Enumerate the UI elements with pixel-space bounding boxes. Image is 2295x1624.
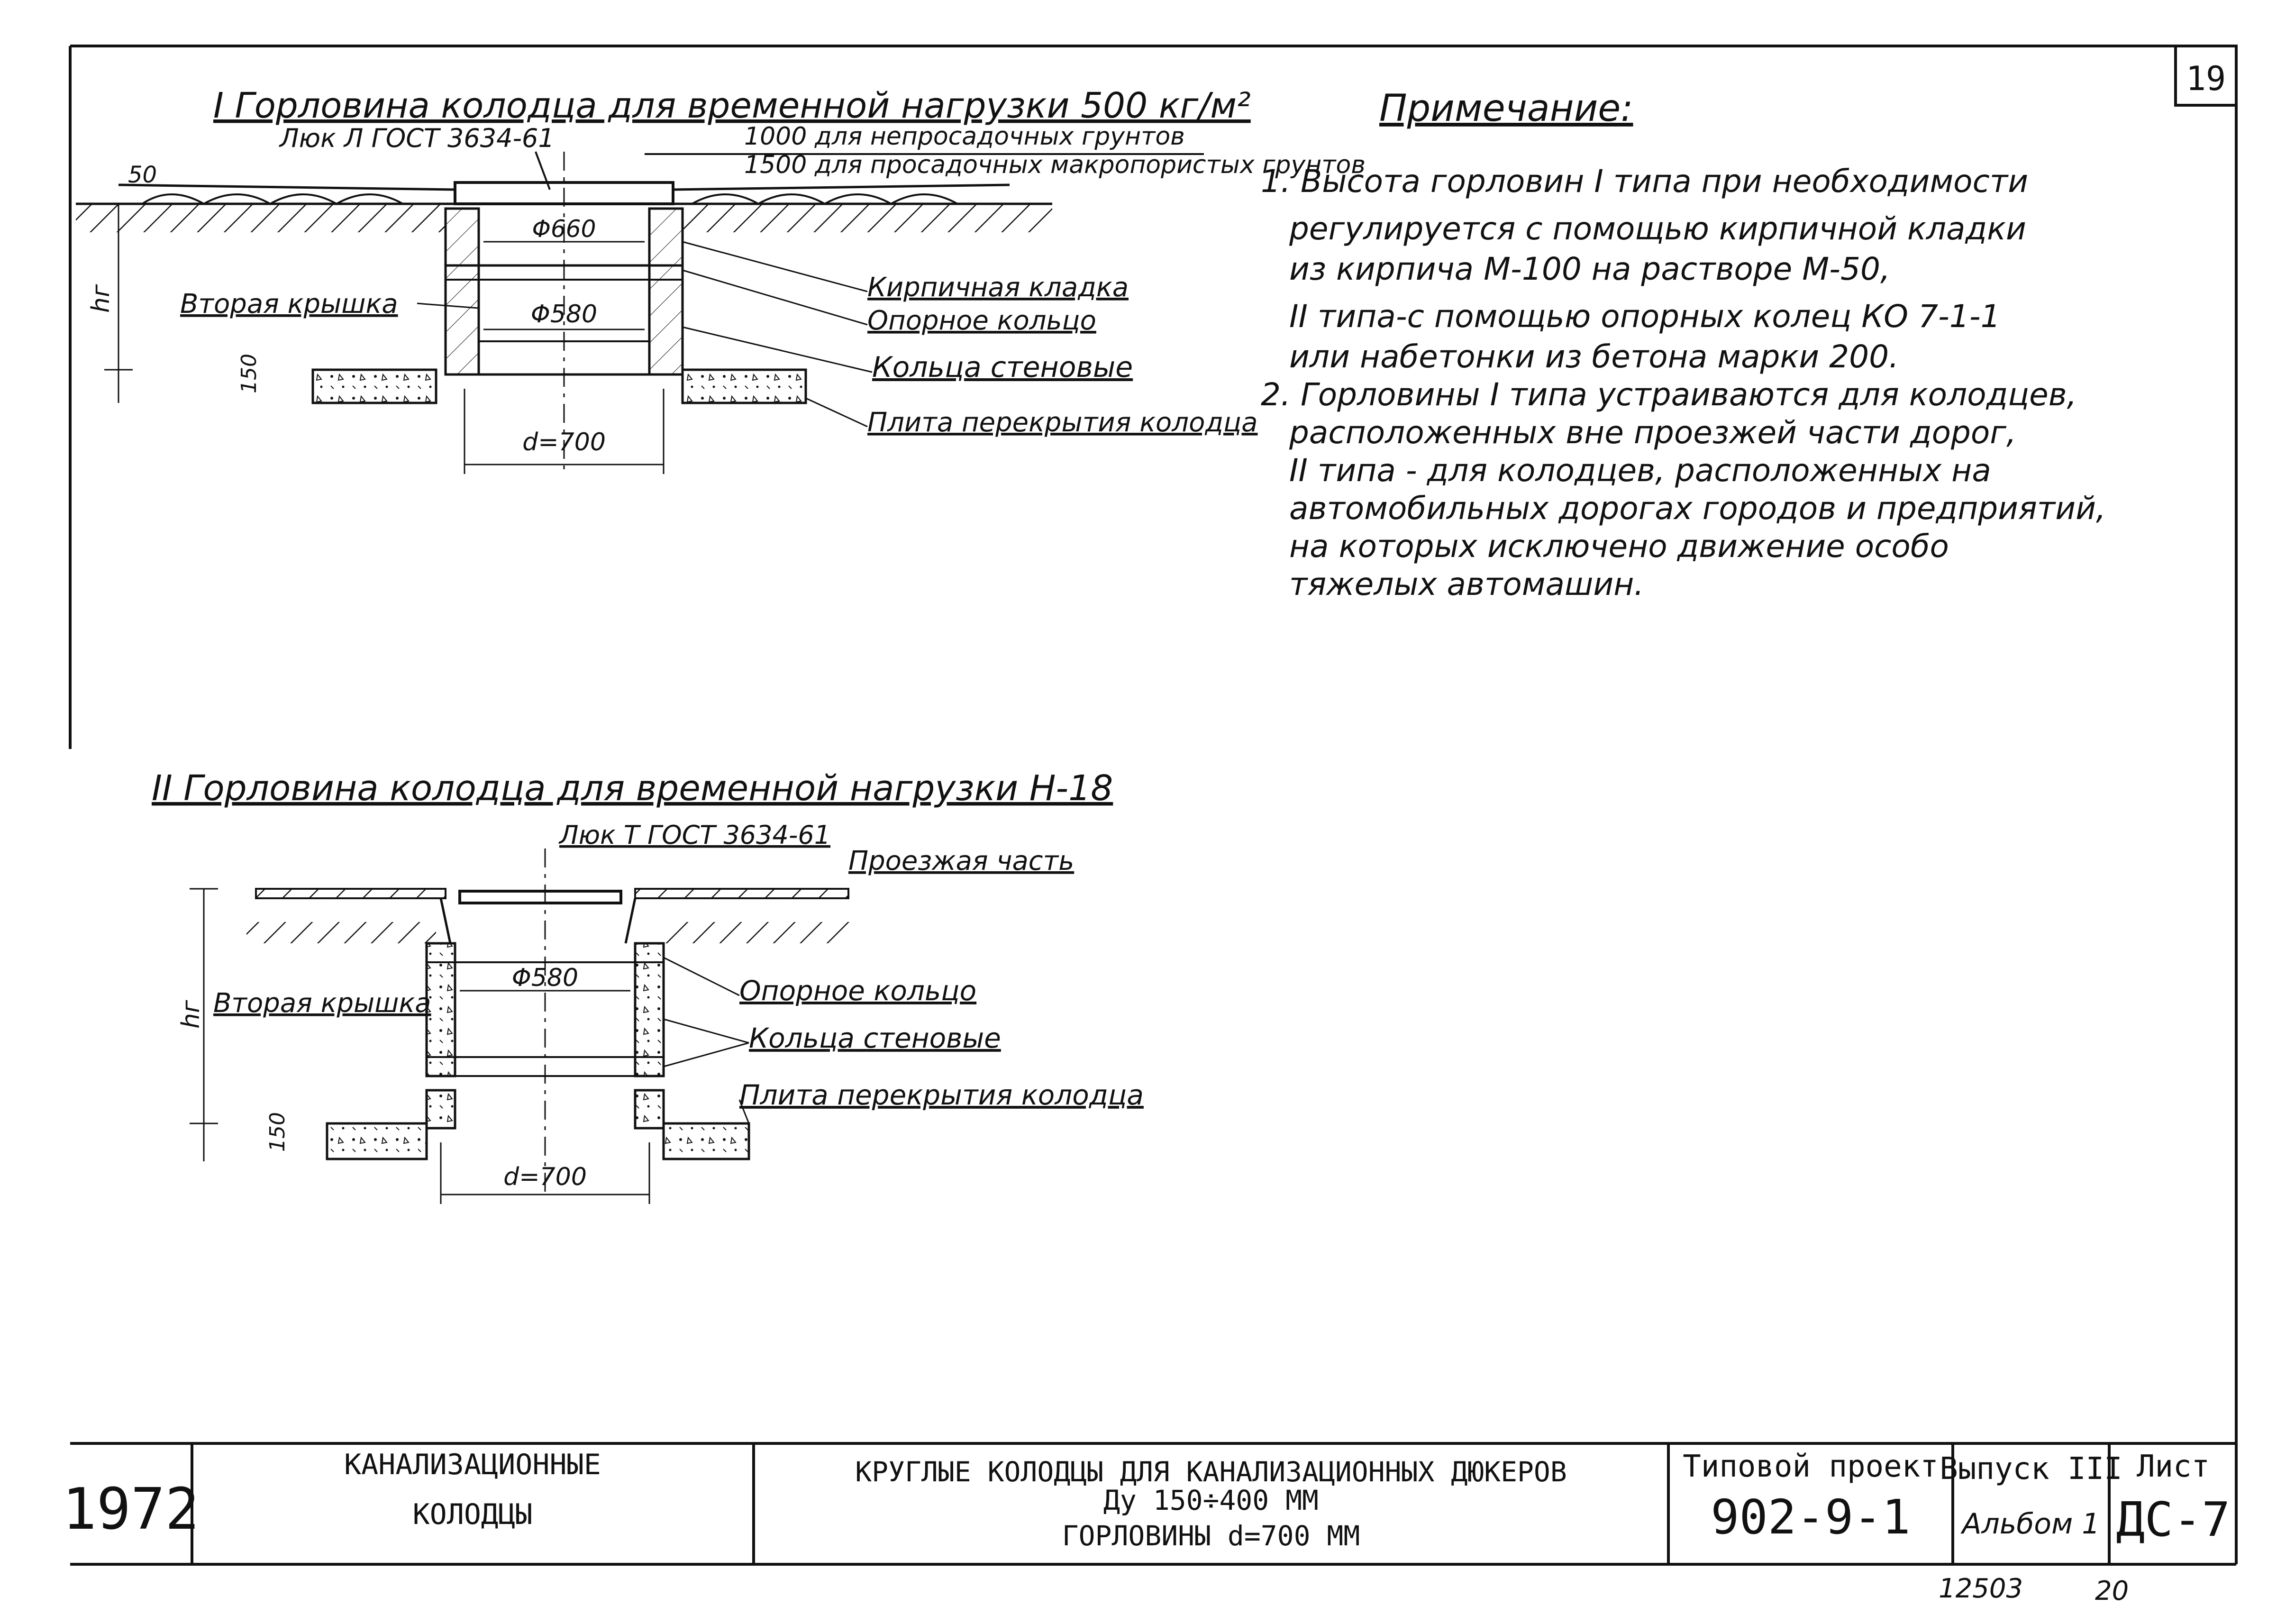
section-1-label-support: Опорное кольцо <box>867 305 1096 336</box>
notes-line-10: на которых исключено движение особо <box>1289 528 1949 565</box>
bottom-page: 20 <box>2095 1576 2129 1606</box>
title-desc-line1: КРУГЛЫЕ КОЛОДЦЫ ДЛЯ КАНАЛИЗАЦИОННЫХ ДЮКЕРОВ <box>855 1456 1567 1488</box>
soil-hatch-left <box>76 204 446 232</box>
section-1-label-brick: Кирпичная кладка <box>867 272 1129 303</box>
section-1-drawing <box>76 85 1366 474</box>
section-2-hatch-cover <box>460 891 621 903</box>
section-1-title: I Горловина колодца для временной нагрузки 500 кг/м² <box>213 85 1251 126</box>
section-1-dim-50: 50 <box>128 162 157 188</box>
section-2-slab-right <box>664 1123 749 1159</box>
title-object-line1: КАНАЛИЗАЦИОННЫЕ <box>344 1448 601 1481</box>
section-1-dim-150: 150 <box>237 354 261 393</box>
section-2-dim-580: Φ580 <box>511 964 579 992</box>
title-issue-label: Выпуск III <box>1940 1451 2122 1487</box>
section-1-dim-580: Φ580 <box>530 300 598 328</box>
section-1-note-1500: 1500 для просадочных макропористых грунтов <box>744 151 1366 179</box>
notes-line-11: тяжелых автомашин. <box>1289 566 1644 602</box>
section-1-dim-d700: d=700 <box>522 428 606 456</box>
section-1-brick-left <box>446 209 479 374</box>
road-surface-left <box>256 889 446 898</box>
soil-hatch-right-2 <box>664 922 853 943</box>
notes-line-6: 2. Горловины I типа устраиваются для колодцев, <box>1261 376 2077 413</box>
section-2-hatch-label: Люк Т ГОСТ 3634-61 <box>559 820 831 850</box>
section-1-slab-left <box>313 370 436 403</box>
notes-line-9: автомобильных дорогах городов и предприятий, <box>1289 490 2106 527</box>
notes-line-5: или набетонки из бетона марки 200. <box>1289 338 1899 375</box>
section-2-second-cover-1: Вторая крышка <box>213 988 431 1019</box>
section-1-slab-right <box>683 370 806 403</box>
notes-heading: Примечание: <box>1379 87 1633 130</box>
section-2-dim-hr: hг <box>177 1000 205 1029</box>
section-1-second-cover-1: Вторая крышка <box>180 289 398 319</box>
bottom-number: 12503 <box>1939 1573 2023 1604</box>
section-2-lower-wall-right <box>635 1090 664 1128</box>
notes-line-1: 1. Высота горловин I типа при необходимости <box>1261 163 2029 200</box>
section-2-title: II Горловина колодца для временной нагрузки Н-18 <box>152 768 1113 809</box>
title-album-label: Альбом 1 <box>1962 1507 2100 1541</box>
section-1-brick-right <box>649 209 683 374</box>
section-2-dim-150: 150 <box>265 1112 290 1152</box>
notes-line-7: расположенных вне проезжей части дорог, <box>1289 414 2016 451</box>
title-desc-line2: Ду 150÷400 ММ <box>1103 1484 1319 1516</box>
title-year: 1972 <box>62 1477 200 1542</box>
section-2-slab-left <box>327 1123 427 1159</box>
section-1-hatch-label: Люк Л ГОСТ 3634-61 <box>280 123 555 153</box>
notes-block <box>1261 87 2106 602</box>
title-sheet-number: ДС-7 <box>2116 1492 2231 1547</box>
section-2-dim-d700: d=700 <box>503 1163 587 1191</box>
section-2-drawing <box>152 768 1144 1204</box>
section-1-label-slab: Плита перекрытия колодца <box>867 407 1258 438</box>
notes-line-4: II типа-с помощью опорных колец КО 7-1-1 <box>1289 298 2001 335</box>
title-sheet-label: Лист <box>2136 1449 2210 1484</box>
road-surface-right <box>635 889 848 898</box>
notes-line-2: регулируется с помощью кирпичной кладки <box>1289 210 2026 247</box>
section-2-label-slab: Плита перекрытия колодца <box>739 1079 1144 1111</box>
section-1-label-wall: Кольца стеновые <box>872 351 1133 384</box>
section-2-label-road: Проезжая часть <box>848 846 1075 876</box>
corner-number: 19 <box>2186 59 2226 98</box>
notes-line-3: из кирпича М-100 на растворе М-50, <box>1289 251 1890 287</box>
section-1-dim-hr: hг <box>87 284 115 313</box>
title-object-line2: КОЛОДЦЫ <box>412 1498 533 1531</box>
section-2-label-wall: Кольца стеновые <box>749 1022 1001 1054</box>
title-desc-line3: ГОРЛОВИНЫ d=700 ММ <box>1062 1520 1360 1552</box>
title-project-label: Типовой проект <box>1683 1449 1939 1484</box>
title-project-number: 902-9-1 <box>1711 1489 1911 1545</box>
section-1-dim-660: Φ660 <box>532 215 596 243</box>
soil-hatch-left-2 <box>246 922 436 943</box>
section-2-label-support: Опорное кольцо <box>739 975 977 1007</box>
soil-hatch-right <box>683 204 1052 232</box>
notes-line-8: II типа - для колодцев, расположенных на <box>1289 452 1991 489</box>
section-1-note-1000: 1000 для непросадочных грунтов <box>744 122 1185 151</box>
section-2-lower-wall-left <box>427 1090 455 1128</box>
title-block <box>63 1443 2236 1606</box>
